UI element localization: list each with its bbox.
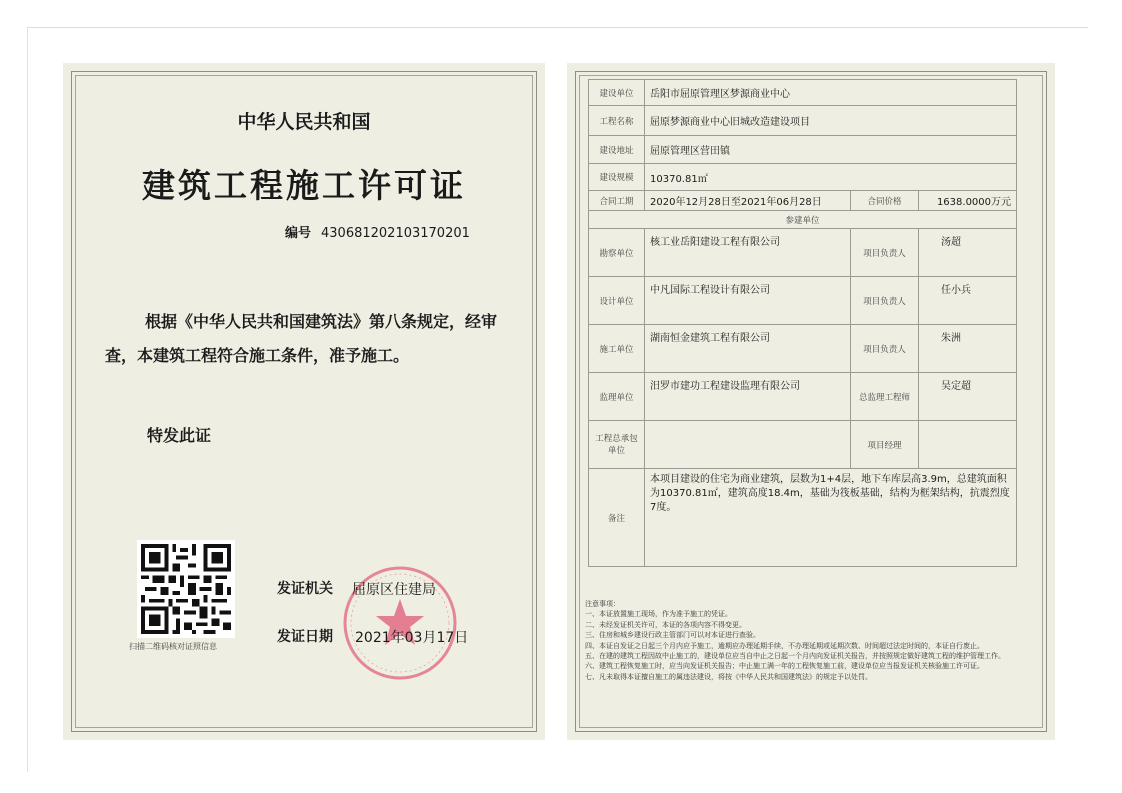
note-item: 七、凡未取得本证擅自施工的属违法建设，将按《中华人民共和国建筑法》的规定予以处罚。 (585, 672, 872, 681)
address-label: 建设地址 (589, 136, 645, 164)
country-title: 中华人民共和国 (237, 111, 371, 133)
notes-title: 注意事项： (585, 600, 620, 608)
participant-role: 勘察单位 (589, 229, 645, 277)
participant-company: 汨罗市建功工程建设监理有限公司 (645, 373, 851, 421)
notes-section (585, 599, 1025, 682)
scale-value: 10370.81㎡ (645, 164, 1017, 191)
issuer-label: 发证机关 (277, 581, 333, 597)
project-name-value: 屈原梦源商业中心旧城改造建设项目 (645, 106, 1017, 136)
participant-company: 湖南恒金建筑工程有限公司 (645, 325, 851, 373)
scan-edge-top (28, 27, 1088, 28)
certificate-number (285, 222, 470, 241)
participant-person-role: 项目经理 (851, 421, 919, 469)
qr-code[interactable] (137, 540, 235, 638)
participant-role: 施工单位 (589, 325, 645, 373)
table-row (589, 80, 1017, 106)
table-row (589, 277, 1017, 325)
participant-person: 汤超 (919, 229, 1017, 277)
participant-person-role: 总监理工程师 (851, 373, 919, 421)
certificate-statement: 根据《中华人民共和国建筑法》第八条规定，经审查，本建筑工程符合施工条件，准予施工。 (105, 312, 498, 365)
project-info-table (588, 79, 1017, 567)
note-item: 四、本证自发证之日起三个月内应予施工，逾期应办理延期手续，不办理延期或延期次数、时间超过法定时间的，本证自行废止。 (585, 641, 984, 650)
builder-value: 岳阳市屈原管理区梦源商业中心 (645, 80, 1017, 106)
participant-person-role: 项目负责人 (851, 325, 919, 373)
builder-label: 建设单位 (589, 80, 645, 106)
remarks-value: 本项目建设的住宅为商业建筑，层数为1+4层，地下车库层高3.9m，总建筑面积为10370.81㎡，建筑高度18.4m，基础为筏板基础，结构为框架结构，抗震烈度7度。 (645, 469, 1017, 567)
note-item: 五、在建的建筑工程因故中止施工的，建设单位应当自中止之日起一个月内向发证机关报告，并按照规定做好建筑工程的维护管理工作。 (585, 652, 1005, 661)
certificate-number-value: 430681202103170201 (321, 226, 470, 241)
certificate-back-page (567, 63, 1055, 740)
period-label: 合同工期 (589, 191, 645, 211)
table-row (589, 164, 1017, 191)
table-row (589, 211, 1017, 229)
participant-person-role: 项目负责人 (851, 229, 919, 277)
participant-person: 吴定超 (919, 373, 1017, 421)
scale-label: 建设规模 (589, 164, 645, 191)
address-value: 屈原管理区营田镇 (645, 136, 1017, 164)
participant-role: 工程总承包单位 (589, 421, 645, 469)
participant-role: 设计单位 (589, 277, 645, 325)
issuer-value: 屈原区住建局 (352, 582, 436, 598)
note-item: 一、本证放置施工现场，作为准予施工的凭证。 (585, 610, 732, 619)
certificate-number-label: 编号 (285, 226, 312, 241)
table-row (589, 191, 1017, 211)
participant-person: 任小兵 (919, 277, 1017, 325)
table-row (589, 373, 1017, 421)
project-name-label: 工程名称 (589, 106, 645, 136)
period-value: 2020年12月28日至2021年06月28日 (645, 191, 851, 211)
table-row (589, 136, 1017, 164)
certificate-front-page (63, 63, 545, 740)
participant-company: 核工业岳阳建设工程有限公司 (645, 229, 851, 277)
note-item: 三、住房和城乡建设行政主管部门可以对本证进行查验。 (585, 631, 760, 640)
issue-date-label: 发证日期 (277, 629, 333, 645)
scan-edge-left (27, 27, 28, 772)
issue-date-value: 2021年03月17日 (355, 630, 469, 646)
participant-person-role: 项目负责人 (851, 277, 919, 325)
participants-header: 参建单位 (589, 211, 1017, 229)
price-value: 1638.0000万元 (919, 191, 1017, 211)
note-item: 二、未经发证机关许可，本证的各项内容不得变更。 (585, 620, 746, 629)
table-row (589, 421, 1017, 469)
table-row (589, 469, 1017, 567)
participant-company (645, 421, 851, 469)
certificate-title: 建筑工程施工许可证 (142, 166, 466, 205)
participant-person (919, 421, 1017, 469)
participant-role: 监理单位 (589, 373, 645, 421)
table-row (589, 106, 1017, 136)
qr-caption: 扫描二维码核对证照信息 (129, 642, 217, 651)
special-issue-text: 特发此证 (147, 426, 212, 445)
remarks-label: 备注 (589, 469, 645, 567)
table-row (589, 229, 1017, 277)
table-row (589, 325, 1017, 373)
participant-person: 朱洲 (919, 325, 1017, 373)
price-label: 合同价格 (851, 191, 919, 211)
participant-company: 中凡国际工程设计有限公司 (645, 277, 851, 325)
note-item: 六、建筑工程恢复施工时，应当向发证机关报告；中止施工满一年的工程恢复施工前，建设单位应当报发证机关核验施工许可证。 (585, 662, 984, 671)
